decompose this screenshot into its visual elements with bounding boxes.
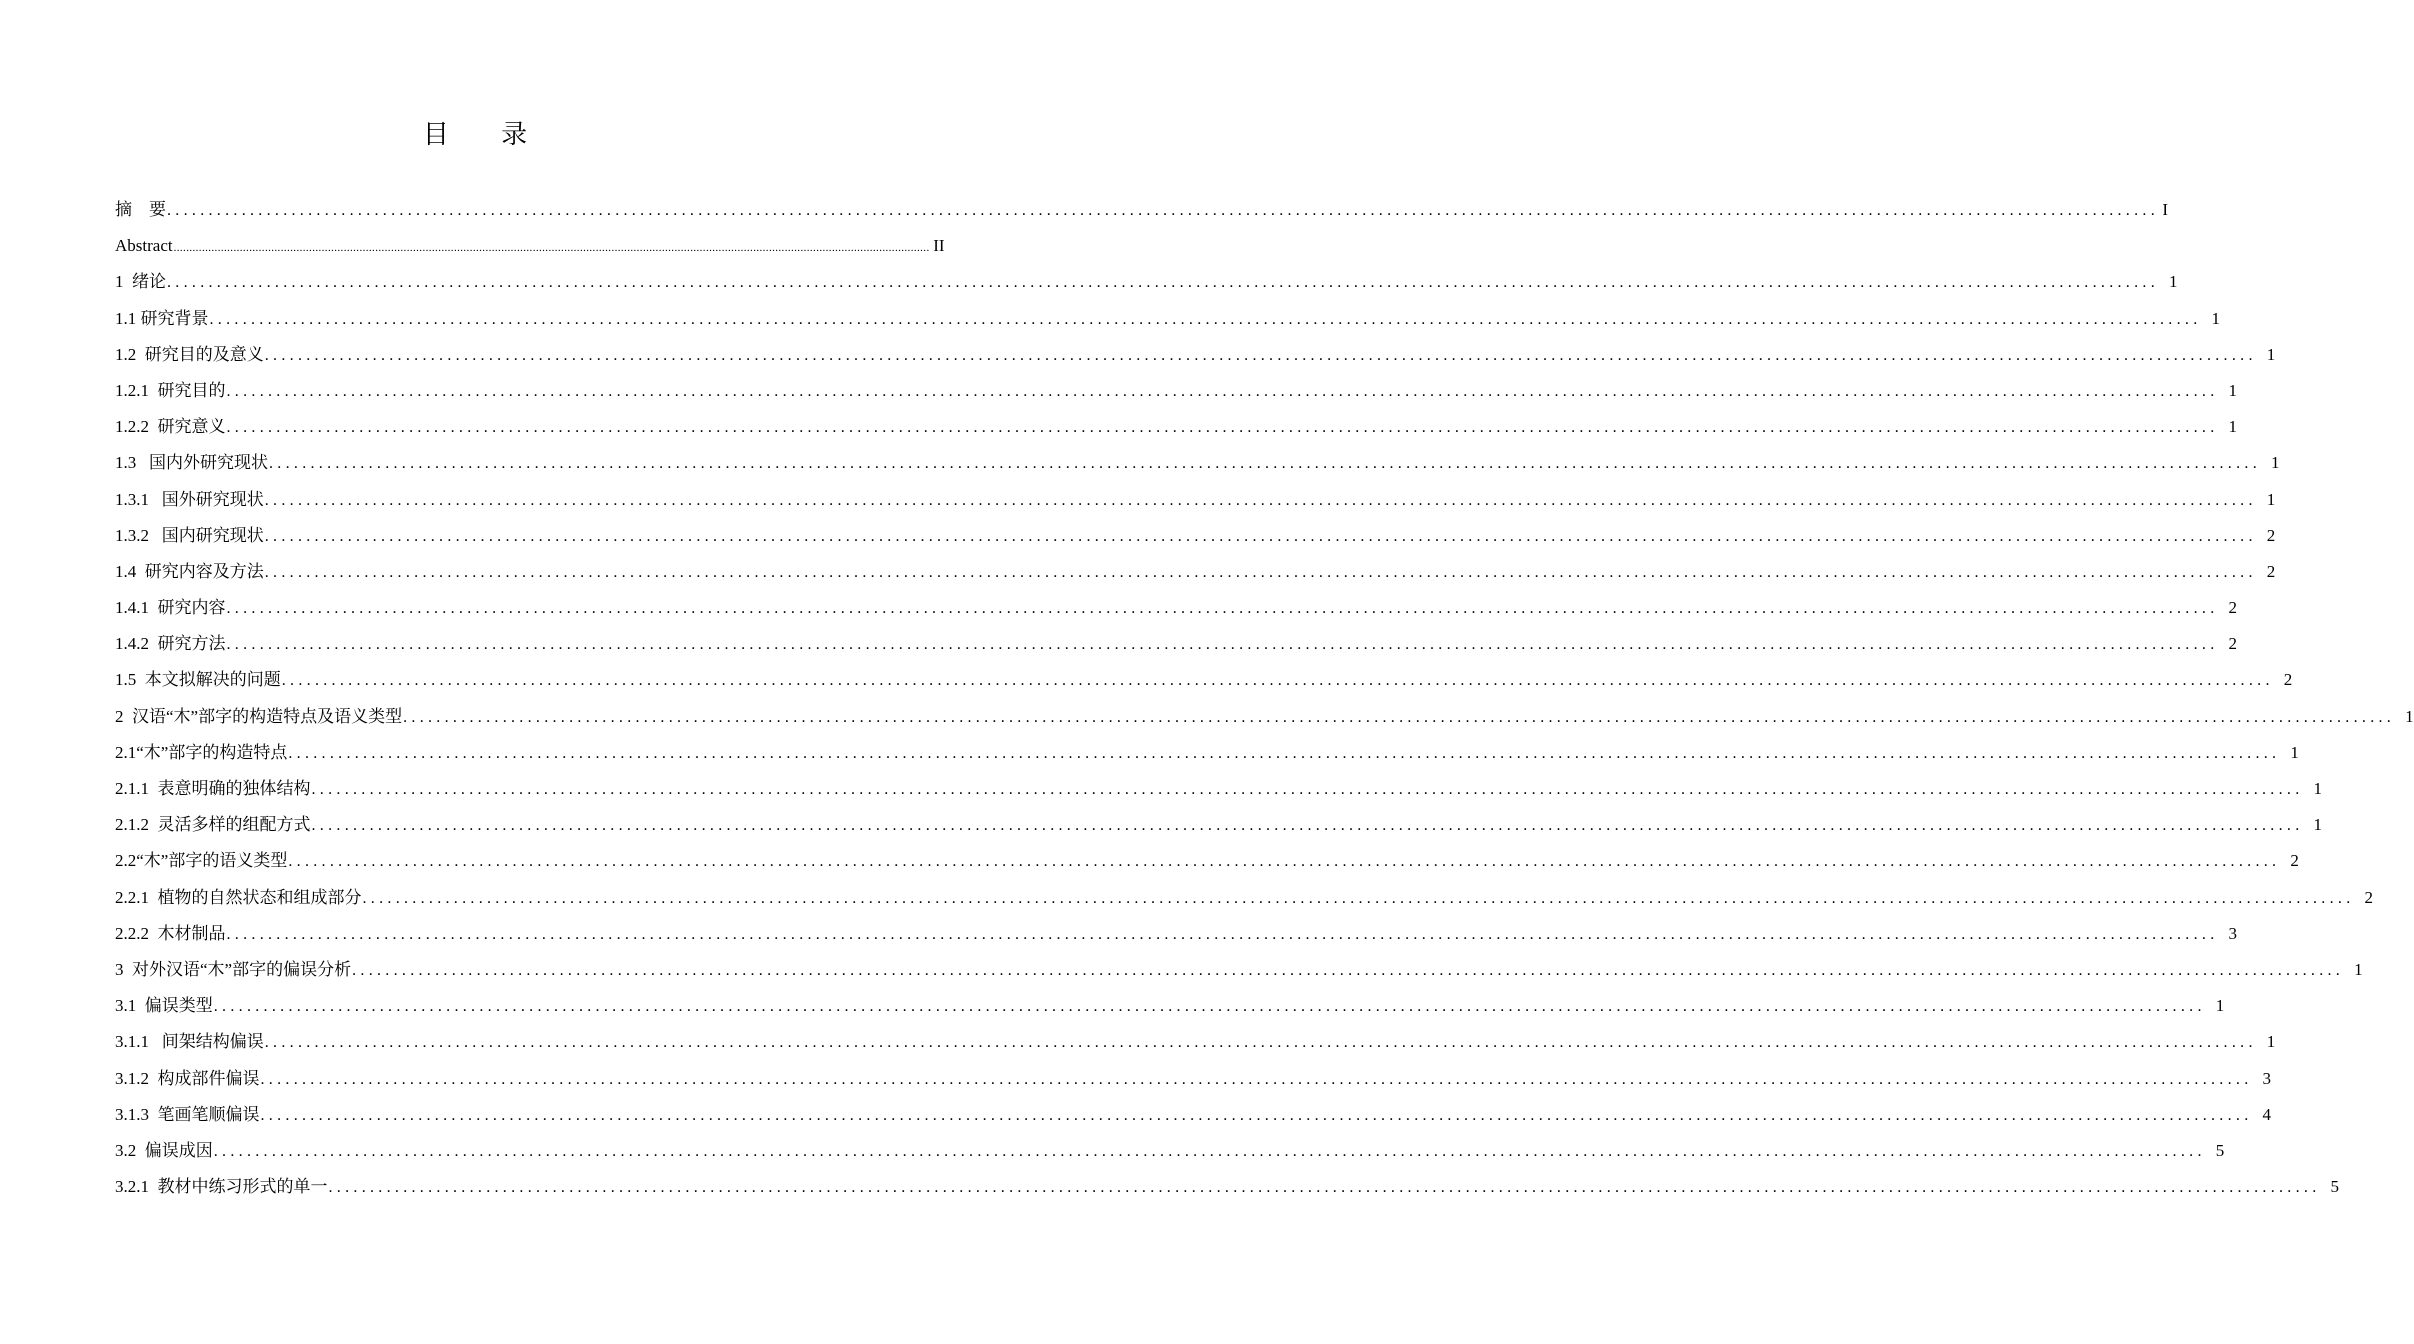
toc-entry[interactable] [115,1030,2276,1066]
toc-entry[interactable] [115,994,2225,1030]
toc-dot-leader: ................................................................................................................................................................................................................................................ [226,382,2219,400]
toc-dot-leader: ................................................................................................................................................................................................................................................ [260,1070,2253,1088]
toc-entry-page: 5 [2330,1177,2339,1197]
toc-entry[interactable] [115,668,2293,704]
toc-entry[interactable] [115,632,2237,668]
toc-entry-label: 2.2.1 植物的自然状态和组成部分 [115,887,362,907]
toc-entry-label: 3.1.3 笔画笔顺偏误 [115,1104,260,1124]
toc-dot-leader: ................................................................................................................................................................................................................................................ [403,708,2396,726]
toc-entry[interactable] [115,307,2220,343]
toc-entry[interactable] [115,379,2237,415]
toc-entry-page: 1 [2313,779,2322,798]
toc-dot-leader: ................................................................................................................................................................................................................................................ [264,563,2257,581]
toc-entry-label: 2 汉语“木”部字的构造特点及语义类型 [115,706,403,726]
toc-entry[interactable] [115,1139,2225,1175]
toc-dot-leader: ................................................................................................................................................................................................................................................ [260,1106,2253,1124]
toc-entry-page: 3 [2262,1068,2271,1088]
toc-entry-label: 1.1 研究背景 [115,308,209,328]
toc-dot-leader: ................................................................................................................................................................................................................................................ [167,274,2159,292]
toc-entry-label: 1.3.1 国外研究现状 [115,489,264,509]
toc-entry-label: 1.4.2 研究方法 [115,634,226,654]
toc-entry-page: 1 [2266,489,2276,509]
toc-entry-page: 1 [2215,996,2225,1016]
toc-entry-label: 2.1.2 灵活多样的组配方式 [115,815,311,835]
toc-entry-page: 1 [2266,1032,2276,1052]
toc-entry-page: 1 [2266,344,2276,364]
toc-entry-page: 4 [2262,1104,2271,1124]
toc-entry-label: Abstract [115,236,173,256]
toc-entry-page: I [2162,200,2168,219]
toc-entry-page: 2 [2266,525,2276,545]
toc-dot-leader: ................................................................................................................................................................................................................................................ [226,925,2219,943]
toc-entry[interactable] [115,524,2276,560]
toc-entry[interactable] [115,813,2322,849]
toc-dot-leader: ................................................................................................................................................................................................................................................ [328,1179,2321,1197]
toc-dot-leader: ................................................................................................................................................................................................................................................ [213,998,2206,1016]
toc-entry[interactable] [115,488,2276,524]
toc-entry-label: 2.1.1 表意明确的独体结构 [115,779,311,798]
toc-entry-label: 3.2.1 教材中练习形式的单一 [115,1177,328,1197]
toc-entry[interactable] [115,234,945,270]
toc-dot-leader: ................................................................................................................................................................................................................................................ [173,242,930,255]
toc-entry-page: 1 [2271,453,2280,473]
toc-entry[interactable] [115,415,2237,451]
toc-entry-page: 1 [2290,742,2299,762]
toc-dot-leader: ................................................................................................................................................................................................................................................ [264,527,2257,545]
toc-dot-leader: ................................................................................................................................................................................................................................................ [288,744,2281,762]
toc-entry-label: 3.2 偏误成因 [115,1140,213,1160]
toc-entry-label: 1.4 研究内容及方法 [115,561,264,581]
toc-entry-label: 摘 要 [115,200,166,219]
toc-entry[interactable] [115,849,2299,885]
toc-dot-leader: ................................................................................................................................................................................................................................................ [311,781,2304,798]
toc-dot-leader: ................................................................................................................................................................................................................................................ [226,419,2219,437]
toc-entry[interactable] [115,705,2414,741]
toc-entry[interactable] [115,922,2237,958]
toc-entry-label: 3.1.1 间架结构偏误 [115,1032,264,1052]
toc-dot-leader: ................................................................................................................................................................................................................................................ [264,491,2257,509]
toc-entry[interactable] [115,560,2276,596]
toc-dot-leader: ................................................................................................................................................................................................................................................ [213,1142,2206,1160]
toc-dot-leader: ................................................................................................................................................................................................................................................ [352,961,2345,979]
toc-entry-label: 1.2.2 研究意义 [115,417,226,437]
toc-entry-page: II [933,236,945,256]
toc-entry[interactable] [115,596,2237,632]
toc-entry-label: 1.3 国内外研究现状 [115,453,268,473]
toc-entry[interactable] [115,777,2322,813]
toc-entry-page: 1 [2169,272,2178,292]
toc-dot-leader: ................................................................................................................................................................................................................................................ [281,672,2274,690]
toc-entry-label: 3 对外汉语“木”部字的偏误分析 [115,959,352,979]
toc-entry-label: 1.4.1 研究内容 [115,598,226,618]
toc-dot-leader: ................................................................................................................................................................................................................................................ [226,600,2219,618]
toc-list [115,198,2414,1211]
toc-entry-page: 1 [2228,380,2237,400]
toc-entry-page: 2 [2266,561,2276,581]
toc-entry[interactable] [115,1103,2271,1139]
toc-entry[interactable] [115,1175,2339,1211]
toc-entry[interactable] [115,343,2276,379]
toc-entry[interactable] [115,451,2280,487]
toc-dot-leader: ................................................................................................................................................................................................................................................ [167,202,2159,219]
toc-entry[interactable] [115,958,2363,994]
toc-entry-label: 3.1 偏误类型 [115,996,213,1016]
toc-dot-leader: ................................................................................................................................................................................................................................................ [264,346,2257,364]
toc-dot-leader: ................................................................................................................................................................................................................................................ [209,310,2202,328]
toc-entry-page: 2 [2290,851,2299,871]
toc-entry-label: 3.1.2 构成部件偏误 [115,1068,260,1088]
toc-dot-leader: ................................................................................................................................................................................................................................................ [362,889,2355,907]
toc-entry-page: 2 [2228,634,2237,654]
toc-entry-page: 1 [2354,959,2363,979]
toc-entry-page: 2 [2364,887,2373,907]
toc-dot-leader: ................................................................................................................................................................................................................................................ [311,817,2304,835]
toc-title: 目 录 [422,120,550,150]
toc-entry-label: 2.2“木”部字的语义类型 [115,851,288,871]
toc-entry-label: 2.1“木”部字的构造特点 [115,742,288,762]
toc-entry-label: 2.2.2 木材制品 [115,923,226,943]
toc-entry-label: 1.2.1 研究目的 [115,380,226,400]
toc-dot-leader: ................................................................................................................................................................................................................................................ [269,455,2261,473]
toc-entry-label: 1 绪论 [115,272,166,292]
toc-dot-leader: ................................................................................................................................................................................................................................................ [264,1034,2257,1052]
toc-entry[interactable] [115,270,2178,306]
toc-entry-page: 1 [2211,308,2220,328]
toc-entry-page: 5 [2215,1140,2225,1160]
toc-dot-leader: ................................................................................................................................................................................................................................................ [288,853,2281,871]
toc-entry[interactable] [115,886,2373,922]
toc-entry-page: 1 [2228,417,2237,437]
toc-entry-page: 1 [2405,706,2414,726]
toc-entry[interactable] [115,198,2168,234]
toc-entry-page: 3 [2228,923,2237,943]
toc-entry-page: 2 [2283,670,2293,690]
toc-dot-leader: ................................................................................................................................................................................................................................................ [226,636,2219,654]
toc-entry-label: 1.2 研究目的及意义 [115,344,264,364]
toc-entry[interactable] [115,1067,2271,1103]
toc-entry-page: 1 [2313,815,2322,835]
toc-entry-label: 1.3.2 国内研究现状 [115,525,264,545]
toc-entry-page: 2 [2228,598,2237,618]
toc-entry-label: 1.5 本文拟解决的问题 [115,670,281,690]
toc-entry[interactable] [115,741,2299,777]
